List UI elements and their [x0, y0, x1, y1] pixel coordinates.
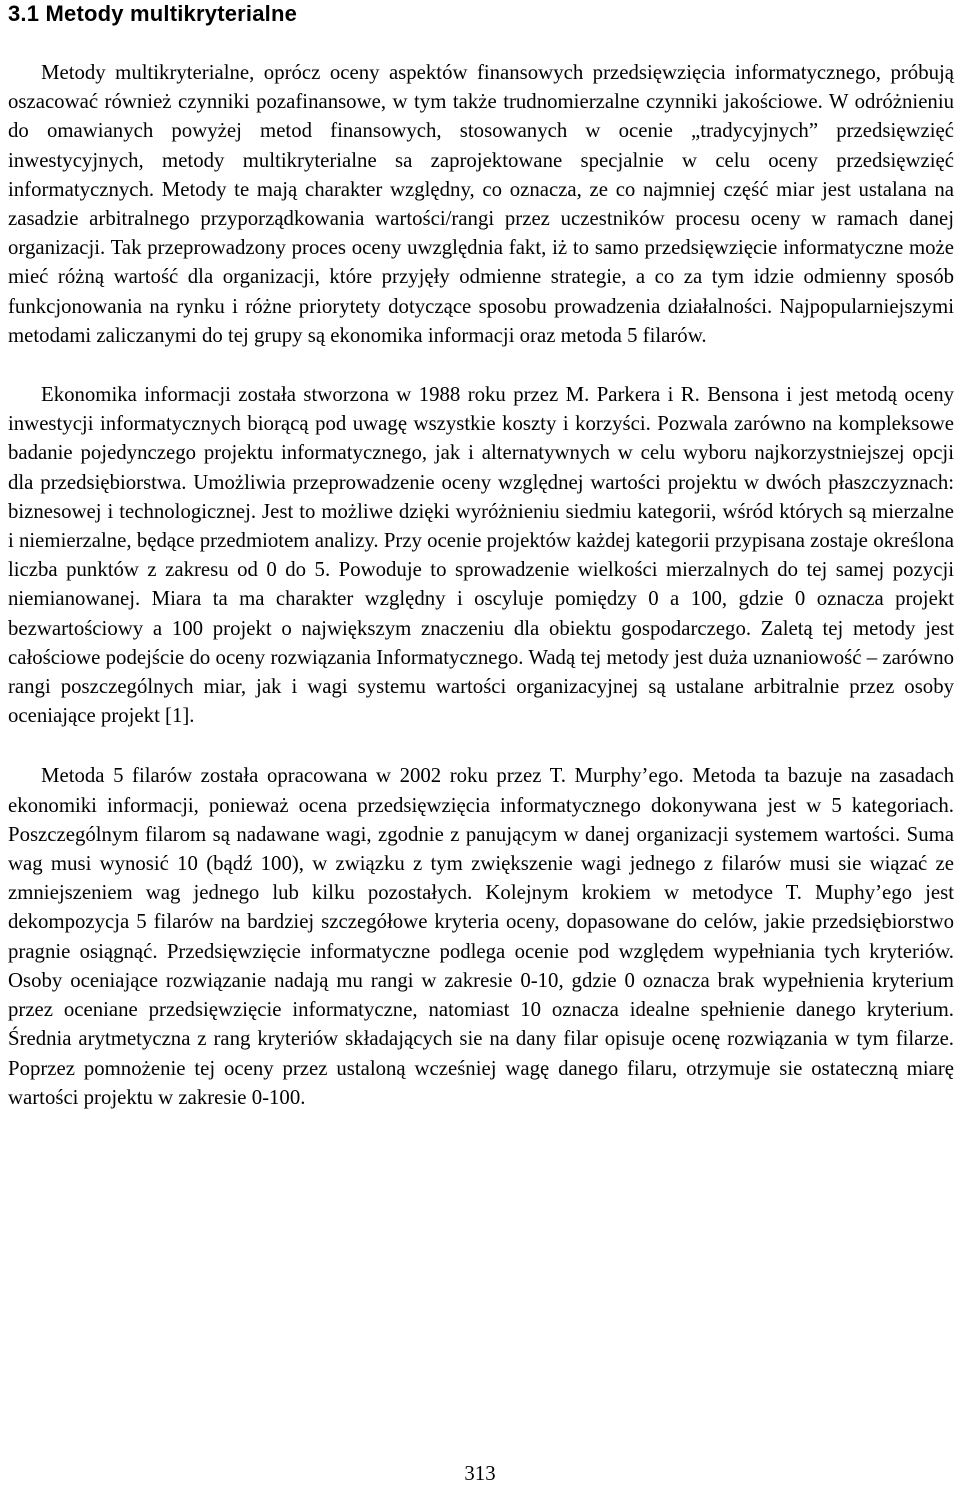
page-number: 313 — [464, 1462, 496, 1485]
section-title: 3.1 Metody multikryterialne — [8, 1, 298, 26]
paragraph-five-pillars-method: Metoda 5 filarów została opracowana w 2002 roku przez T. Murphy’ego. Metoda ta bazuje na zasadach ekonomiki informacji, ponieważ ocena przedsięwzięcia informatycznego dokonywana jest w 5 kategoriach. Poszczególnym filarom są nadawane wagi, zgodnie z panującym w danej organizacji systemem wartości. Suma wag musi wynosić 10 (bądź 100), w związku z tym zwiększenie wagi jednego z filarów musi sie wiązać ze zmniejszeniem wag jednego lub kilku pozostałych. Kolejnym krokiem w metodyce T. Muphy’ego jest dekompozycja 5 filarów na bardziej szczegółowe kryteria oceny, dopasowane do celów, jakie przedsiębiorstwo pragnie osiągnąć. Przedsięwzięcie informatyczne podlega ocenie pod względem wypełniania tych kryteriów. Osoby oceniające rozwiązanie nadają mu rangi w zakresie 0-10, gdzie 0 oznacza brak wypełnienia kryterium przez oceniane przedsięwzięcie informatyczne, natomiast 10 oznacza idealne spełnienie danego kryterium. Średnia arytmetyczna z rang kryteriów składających sie na dany filar opisuje ocenę rozwiązania w tym filarze. Poprzez pomnożenie tej oceny przez ustaloną wcześniej wagę danego filaru, otrzymuje sie ostateczną miarę wartości projektu w zakresie 0-100. — [8, 764, 954, 1109]
document-page — [8, 0, 954, 1112]
paragraph-multicriteria-methods: Metody multikryterialne, oprócz oceny aspektów finansowych przedsięwzięcia informatycznego, próbują oszacować również czynniki pozafinansowe, w tym także trudnomierzalne czynniki jakościowe. W odróżnieniu do omawianych powyżej metod finansowych, stosowanych w ocenie „tradycyjnych” przedsięwzięć inwestycyjnych, metody multikryterialne sa zaprojektowane specjalnie w celu oceny przedsięwzięć informatycznych. Metody te mają charakter względny, co oznacza, ze co najmniej część miar jest ustalana na zasadzie arbitralnego przyporządkowania wartości/rangi przez uczestników procesu oceny w ramach danej organizacji. Tak przeprowadzony proces oceny uwzględnia fakt, iż to samo przedsięwzięcie informatyczne może mieć różną wartość dla organizacji, które przyjęły odmienne strategie, a co za tym idzie odmienny sposób funkcjonowania na rynku i różne priorytety dotyczące sposobu prowadzenia działalności. Najpopularniejszymi metodami zaliczanymi do tej grupy są ekonomika informacji oraz metoda 5 filarów. — [8, 61, 954, 347]
paragraph-information-economics: Ekonomika informacji została stworzona w 1988 roku przez M. Parkera i R. Bensona i jest metodą oceny inwestycji informatycznych biorącą pod uwagę wszystkie koszty i korzyści. Pozwala zarówno na kompleksowe badanie pojedynczego projektu informatycznego, jak i alternatywnych w celu wyboru najkorzystniejszej opcji dla przedsiębiorstwa. Umożliwia przeprowadzenie oceny względnej wartości projektu w dwóch płaszczyznach: biznesowej i technologicznej. Jest to możliwe dzięki wyróżnieniu siedmiu kategorii, wśród których są mierzalne i niemierzalne, będące przedmiotem analizy. Przy ocenie projektów każdej kategorii przypisana zostaje określona liczba punktów z zakresu od 0 do 5. Powoduje to sprowadzenie wielkości mierzalnych do tej samej pozycji niemianowanej. Miara ta ma charakter względny i oscyluje pomiędzy 0 a 100, gdzie 0 oznacza projekt bezwartościowy a 100 projekt o największym znaczeniu dla obiektu gospodarczego. Zaletą tej metody jest całościowe podejście do oceny rozwiązania Informatycznego. Wadą tej metody jest duża uznaniowość – zarówno rangi poszczególnych miar, jak i wagi systemu wartości organizacyjnej są ustalane arbitralnie przez osoby oceniające projekt [1]. — [8, 383, 954, 728]
